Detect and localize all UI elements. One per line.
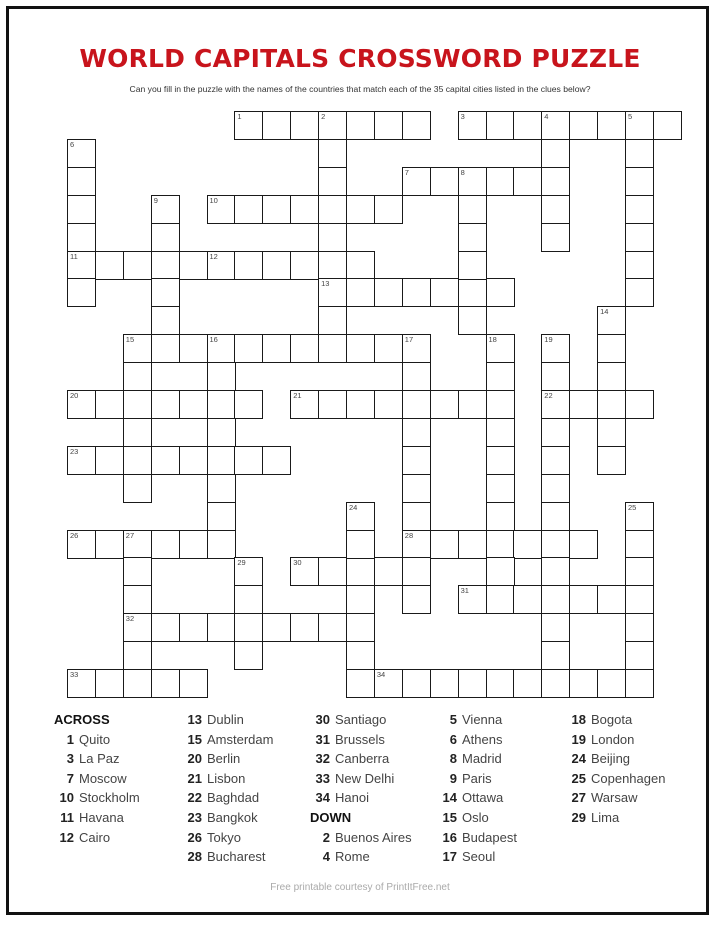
clue-number-5: 5 xyxy=(628,112,633,121)
across-clue-20 xyxy=(178,751,240,767)
across-clue-3 xyxy=(50,751,119,767)
clue-number-24: 24 xyxy=(349,502,358,512)
clue-text: Copenhagen xyxy=(591,770,666,786)
down-clue-2 xyxy=(306,830,412,846)
clue-text: Baghdad xyxy=(207,790,260,806)
clue-number: 33 xyxy=(315,770,330,786)
clue-number: 30 xyxy=(315,712,330,727)
clue-text: New Delhi xyxy=(335,770,395,786)
clue-text: Stockholm xyxy=(79,790,140,806)
clue-text: Rome xyxy=(335,849,370,865)
clue-text: Seoul xyxy=(462,849,496,865)
across-clue-21 xyxy=(178,771,245,787)
clue-number: 25 xyxy=(571,770,586,786)
down-clue-25 xyxy=(562,771,665,787)
clue-number: 19 xyxy=(571,731,586,747)
clue-number-27: 27 xyxy=(125,530,135,540)
clue-text: Santiago xyxy=(335,712,387,727)
across-clue-31 xyxy=(306,732,385,748)
clue-number: 15 xyxy=(187,731,202,747)
clue-number-21: 21 xyxy=(293,391,302,400)
across-heading: ACROSS xyxy=(54,712,110,727)
clue-text: Berlin xyxy=(207,751,241,767)
clue-number: 32 xyxy=(315,751,330,767)
clue-number-10: 10 xyxy=(209,195,218,205)
clue-number-9: 9 xyxy=(153,195,158,205)
across-clue-11 xyxy=(50,810,124,826)
clue-text: Tokyo xyxy=(207,829,241,845)
clue-number: 3 xyxy=(66,751,74,767)
clue-number-28: 28 xyxy=(404,530,414,540)
clue-number: 26 xyxy=(187,829,202,845)
across-clue-13 xyxy=(178,712,244,728)
clue-number-26: 26 xyxy=(70,530,79,540)
clue-number-1: 1 xyxy=(237,112,242,121)
clue-text: Dublin xyxy=(207,712,244,727)
clue-number-11: 11 xyxy=(70,251,78,261)
clue-number: 16 xyxy=(442,829,457,845)
clue-number: 21 xyxy=(187,770,202,786)
clue-text: Bangkok xyxy=(207,810,258,825)
clue-text: Buenos Aires xyxy=(335,829,412,845)
clue-text: Madrid xyxy=(462,751,502,767)
clue-number-13: 13 xyxy=(321,279,330,289)
clue-number: 10 xyxy=(59,790,74,806)
clue-number: 1 xyxy=(66,731,74,747)
clue-text: Bogota xyxy=(591,712,633,727)
across-clue-15 xyxy=(178,732,273,748)
clue-number-18: 18 xyxy=(488,335,497,345)
clue-number-7: 7 xyxy=(404,167,409,177)
clue-number-30: 30 xyxy=(293,558,302,568)
clue-number: 7 xyxy=(66,770,74,786)
clue-text: Hanoi xyxy=(335,790,369,806)
across-clue-1 xyxy=(50,732,110,748)
down-clue-19 xyxy=(562,732,634,748)
across-clue-12 xyxy=(50,830,110,846)
clue-number-2: 2 xyxy=(321,112,326,121)
clue-number-14: 14 xyxy=(600,307,609,317)
clue-number-6: 6 xyxy=(70,139,75,149)
puzzle-title: WORLD CAPITALS CROSSWORD PUZZLE xyxy=(79,44,641,73)
clue-number: 24 xyxy=(571,751,586,767)
clue-text: Bucharest xyxy=(207,849,266,865)
clue-text: Ottawa xyxy=(462,790,504,806)
down-clue-27 xyxy=(562,790,637,806)
down-clue-16 xyxy=(433,830,517,846)
clue-number-20: 20 xyxy=(70,391,79,400)
clue-number: 23 xyxy=(187,810,202,825)
down-clue-14 xyxy=(433,790,503,806)
clue-number: 27 xyxy=(571,790,586,806)
clue-number-15: 15 xyxy=(125,335,135,345)
clue-number-31: 31 xyxy=(460,586,469,596)
down-clue-9 xyxy=(433,771,492,787)
clue-number: 29 xyxy=(571,810,586,825)
clue-number-12: 12 xyxy=(209,251,218,261)
footer-credit: Free printable courtesy of PrintItFree.net xyxy=(270,882,450,893)
clue-text: Moscow xyxy=(79,770,127,786)
clue-number-19: 19 xyxy=(544,335,553,345)
clue-number: 22 xyxy=(187,790,202,806)
clue-number: 12 xyxy=(59,829,74,845)
clue-text: Lisbon xyxy=(207,770,246,786)
clue-number: 14 xyxy=(442,790,457,806)
down-clue-8 xyxy=(433,751,502,767)
down-clue-18 xyxy=(562,712,632,728)
clue-number: 17 xyxy=(442,849,457,865)
clue-text: Cairo xyxy=(79,829,111,845)
across-clue-34 xyxy=(306,790,369,806)
down-clue-5 xyxy=(433,712,502,728)
clue-text: Beijing xyxy=(591,751,631,767)
clue-number: 4 xyxy=(322,849,330,865)
clue-number: 15 xyxy=(442,810,457,825)
down-clue-15 xyxy=(433,810,489,826)
clue-number: 13 xyxy=(187,712,202,727)
clue-number: 34 xyxy=(315,790,330,806)
across-clue-22 xyxy=(178,790,259,806)
clue-number-17: 17 xyxy=(404,335,414,345)
clue-text: London xyxy=(591,731,635,747)
clue-number-3: 3 xyxy=(460,112,465,121)
down-clue-6 xyxy=(433,732,502,748)
clue-text: Lima xyxy=(591,810,620,825)
clue-number-25: 25 xyxy=(628,502,637,512)
across-clue-33 xyxy=(306,771,394,787)
down-clue-29 xyxy=(562,810,619,826)
clue-text: Athens xyxy=(462,731,503,747)
clue-number: 9 xyxy=(449,770,457,786)
clue-text: La Paz xyxy=(79,751,120,767)
clue-text: Brussels xyxy=(335,731,385,747)
clue-text: Paris xyxy=(462,770,492,786)
clue-number-23: 23 xyxy=(70,446,79,456)
across-clue-23 xyxy=(178,810,258,826)
clue-text: Havana xyxy=(79,810,124,825)
clue-text: Amsterdam xyxy=(207,731,274,747)
clue-text: Quito xyxy=(79,731,111,747)
clue-text: Budapest xyxy=(462,829,517,845)
clue-text: Oslo xyxy=(462,810,489,825)
clue-number-32: 32 xyxy=(125,614,135,624)
clue-number: 20 xyxy=(187,751,202,767)
down-clue-24 xyxy=(562,751,630,767)
clue-number-4: 4 xyxy=(544,112,549,121)
clue-number: 2 xyxy=(322,829,330,845)
clue-number: 8 xyxy=(449,751,457,767)
across-clue-7 xyxy=(50,771,127,787)
clue-number: 18 xyxy=(571,712,586,727)
clue-number-16: 16 xyxy=(209,335,218,345)
across-clue-26 xyxy=(178,830,241,846)
down-clue-4 xyxy=(306,849,370,865)
clue-number-34: 34 xyxy=(376,670,386,679)
clue-number-22: 22 xyxy=(544,391,553,400)
clue-number-8: 8 xyxy=(460,167,465,177)
clue-text: Warsaw xyxy=(591,790,638,806)
down-clue-17 xyxy=(433,849,495,865)
down-heading: DOWN xyxy=(310,810,352,825)
across-clue-28 xyxy=(178,849,266,865)
clue-number: 6 xyxy=(449,731,457,747)
clue-number: 28 xyxy=(187,849,202,865)
across-clue-10 xyxy=(50,790,140,806)
clue-number: 31 xyxy=(315,731,330,747)
clue-number-33: 33 xyxy=(70,670,79,679)
across-clue-30 xyxy=(306,712,386,728)
clue-text: Vienna xyxy=(462,712,503,727)
clue-number: 11 xyxy=(60,810,74,825)
across-clue-32 xyxy=(306,751,389,767)
clue-text: Canberra xyxy=(335,751,390,767)
clue-number-29: 29 xyxy=(237,558,246,568)
puzzle-instructions: Can you fill in the puzzle with the names of the countries that match each of the 35 capital cities listed in the clues below? xyxy=(129,84,591,94)
clue-number: 5 xyxy=(449,712,457,727)
